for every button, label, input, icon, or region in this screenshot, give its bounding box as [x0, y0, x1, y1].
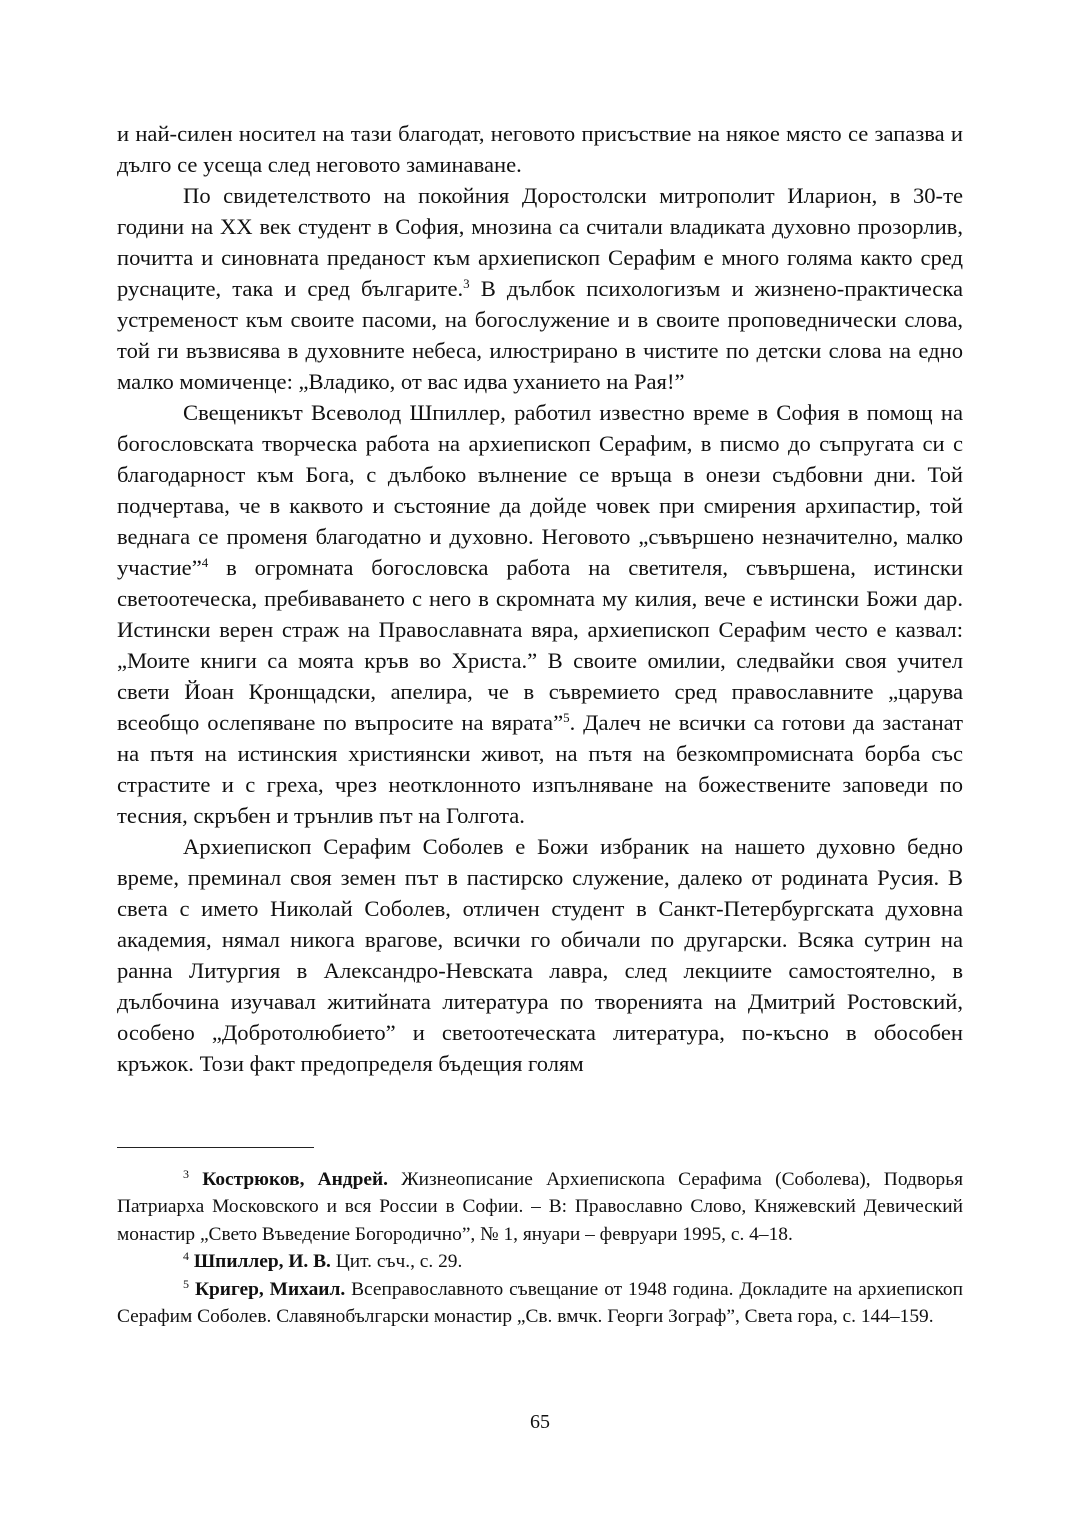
page-number: 65 — [530, 1411, 550, 1433]
paragraph-1: и най-силен носител на тази благодат, неговото присъствие на някое място се запазва и дълго се усеща след неговото заминаване. — [117, 121, 963, 177]
paragraph-2-text-a: По свидетелството на покойния Доростолски митрополит Иларион, в 30-те години на XX век студент в София, мнозина са считали владиката духовно прозорлив, почитта и синовната преданост към архиепископ Серафим е много голяма както сред руснаците, така и сред българите. — [117, 183, 963, 301]
paragraph-3-text-b: в огромната богословска работа на светителя, съвършена, истински светоотеческа, пребиваването с него в скромната му килия, вече е истински Божи дар. Истински верен страж на Православната вяра, архиепископ Серафим често е казвал: „Моите книги са моята кръв во Христа.” В своите омилии, следвайки своя учител свети Йоан Кронщадски, апелира, че в съвремието сред православните „царува всеобщо ослепяване по въпросите на вярата” — [117, 555, 963, 735]
footnote-author: Шпиллер, И. В. — [193, 1251, 331, 1273]
footnote-ref-3[interactable]: 3 — [463, 276, 470, 291]
body-text — [117, 118, 963, 1079]
footnote-text: Всеправославното съвещание от 1948 година. Докладите на архиепископ Серафим Соболев. Славянобългарски монастир „Св. вмчк. Георги Зограф”, Света гора, с. 144–159. — [117, 1278, 963, 1328]
footnote-author: Кострюков, Андрей. — [202, 1169, 389, 1190]
footnote-ref-5[interactable]: 5 — [563, 710, 570, 725]
footnote-text: Жизнеописание Архиепископа Серафима (Соболева), Подворья Патриарха Московского и вся России в Софии. – В: Православно Слово, Княжевский Девический монастир „Свето Въведение Богородично”, № 1, януари – февруари 1995, с. 4–18. — [117, 1169, 963, 1245]
paragraph-3-text-a: Свещеникът Всеволод Шпиллер, работил известно време в София в помощ на богословската творческа работа на архиепископ Серафим, в писмо до съпругата си с благодарност към Бога, с дълбоко вълнение се връща в онези съдбовни дни. Той подчертава, че в каквото и състояние да дойде човек при смирения архипастир, той веднага се променя благодатно и духовно. Неговото „съвършено незначително, малко участие” — [117, 400, 963, 580]
paragraph-3 — [117, 397, 963, 831]
footnote-number: 3 — [183, 1167, 189, 1181]
paragraph-2-text-b: В дълбок психологизъм и жизнено-практическа устременост към своите пасоми, на богослужение и в своите проповеднически слова, той ги възвисява в духовните небеса, илюстрирано в чистите по детски слова на едно малко момиченце: „Владико, от вас идва уханието на Рая!” — [117, 276, 963, 394]
footnote-4 — [117, 1248, 963, 1275]
footnote-text: Цит. съч., с. 29. — [330, 1251, 463, 1273]
footnote-3 — [117, 1166, 963, 1248]
footnote-author: Кригер, Михаил. — [194, 1278, 346, 1300]
footnote-ref-4[interactable]: 4 — [201, 555, 209, 570]
paragraph-3-text-c: . Далеч не всички са готови да застанат на пътя на истинския християнски живот, на пътя на безкомпромисната борба със страстите и с греха, чрез неотклонното изпълняване на божествените заповеди по тесния, скръбен и трънлив път на Голгота. — [117, 710, 963, 828]
footnote-5 — [117, 1276, 963, 1331]
paragraph-2 — [117, 180, 963, 397]
paragraph-4: Архиепископ Серафим Соболев е Божи избраник на нашето духовно бедно време, преминал своя земен път в пастирско служение, далеко от родината Русия. В света с името Николай Соболев, отличен студент в Санкт-Петербургската духовна академия, нямал никога врагове, всички го обичали по другарски. Всяка сутрин на ранна Литургия в Александро-Невската лавра, след лекциите самостоятелно, в дълбочина изучавал житийната литература по творенията на Дмитрий Ростовский, особено „Добротолюбието” и светоотеческата литература, по-късно в обособен кръжок. Този факт предопределя бъдещия голям — [117, 834, 963, 1076]
footnote-separator — [117, 1147, 314, 1148]
footnote-number: 4 — [183, 1249, 189, 1264]
footnotes — [117, 1166, 963, 1330]
footnote-number: 5 — [183, 1276, 189, 1291]
